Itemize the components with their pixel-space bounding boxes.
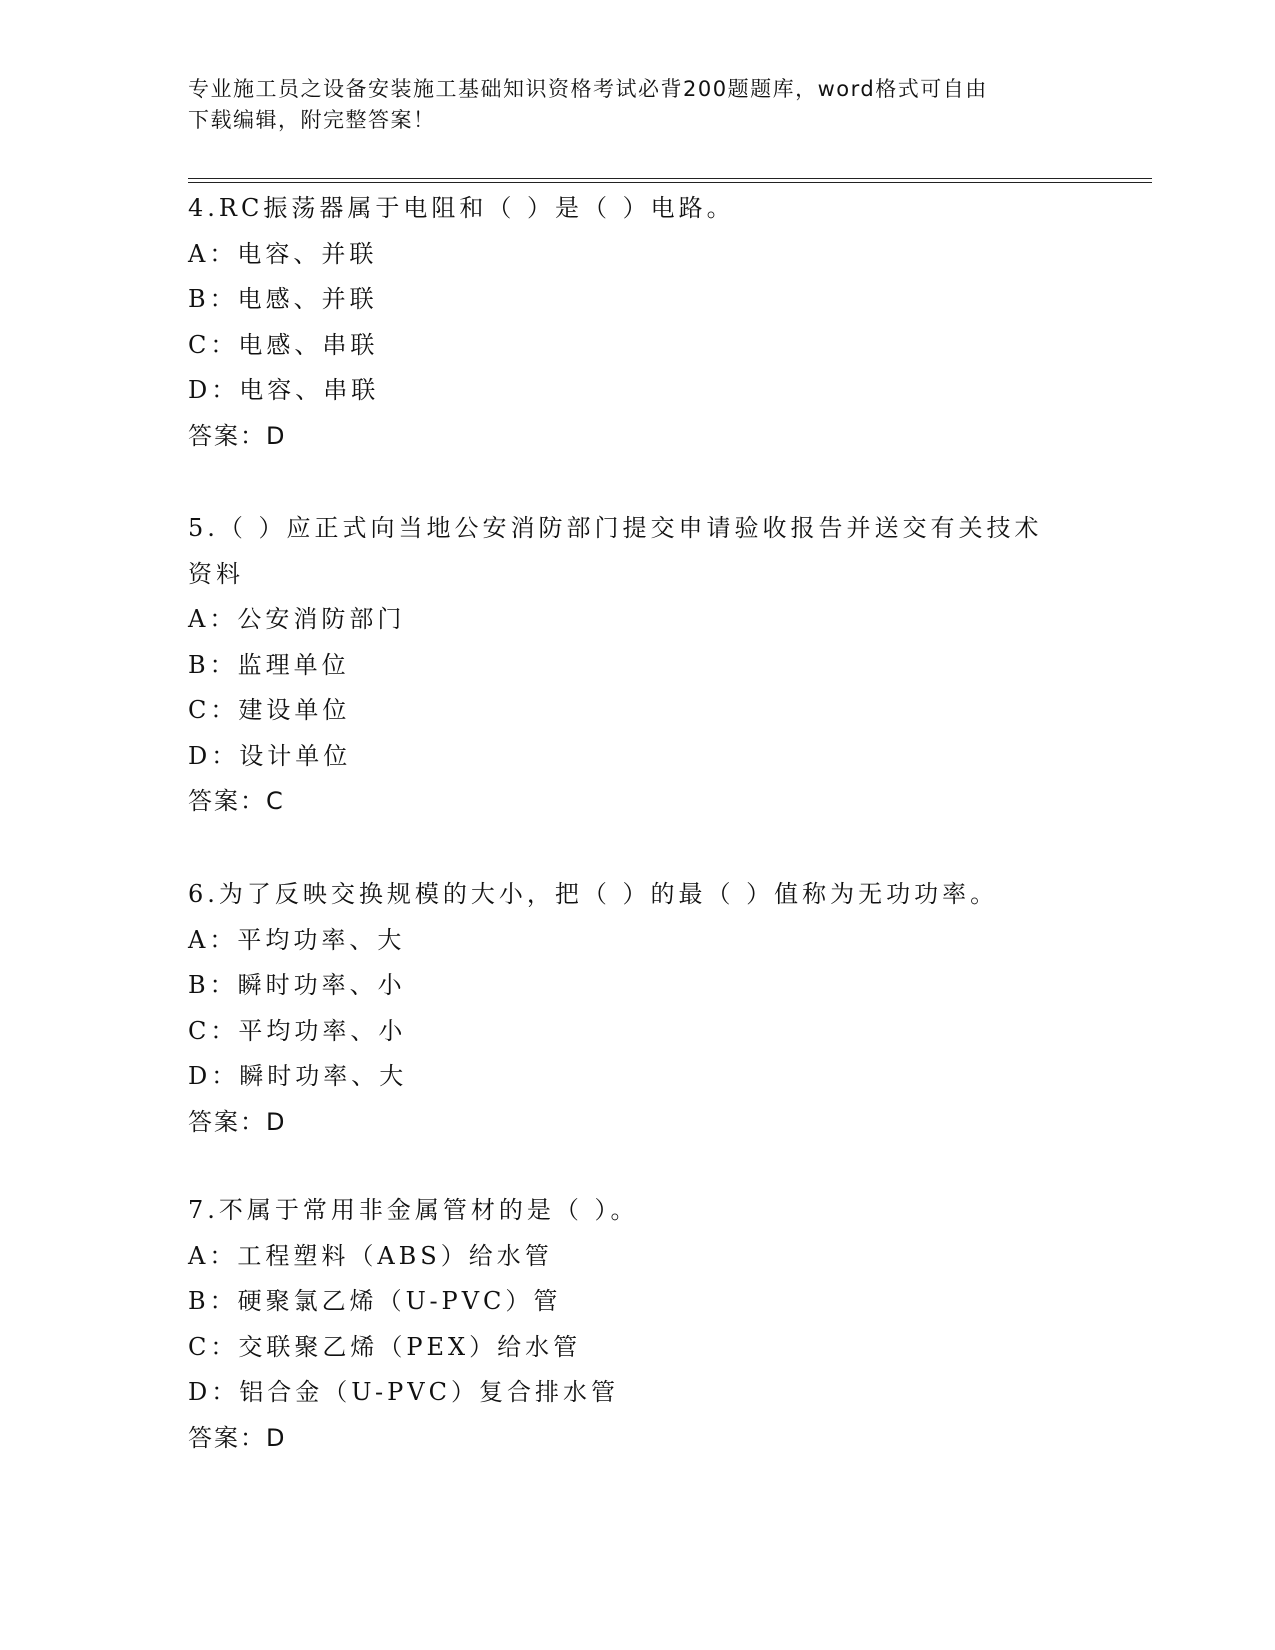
- answer: 答案：D: [188, 421, 287, 450]
- answer: 答案：D: [188, 1107, 287, 1136]
- option-a: A：工程塑料（ABS）给水管: [188, 1241, 553, 1270]
- header-line-1: 专业施工员之设备安装施工基础知识资格考试必背200题题库，word格式可自由: [188, 77, 988, 101]
- answer: 答案：D: [188, 1423, 287, 1452]
- question-stem-continued: 资料: [188, 559, 244, 588]
- document-header: [188, 74, 1068, 136]
- question-4: [188, 186, 1088, 459]
- option-c: C：平均功率、小: [188, 1016, 407, 1045]
- option-d: D：设计单位: [188, 741, 352, 770]
- header-line-2: 下载编辑，附完整答案！: [188, 108, 436, 132]
- option-c: C：交联聚乙烯（PEX）给水管: [188, 1332, 582, 1361]
- option-b: B：硬聚氯乙烯（U-PVC）管: [188, 1287, 562, 1315]
- option-c: C：建设单位: [188, 696, 351, 724]
- answer: 答案：C: [188, 787, 285, 815]
- option-d: D：瞬时功率、大: [188, 1062, 408, 1090]
- option-d: D：电容、串联: [188, 376, 380, 404]
- option-d: D：铝合金（U-PVC）复合排水管: [188, 1378, 619, 1406]
- header-divider-top: [188, 178, 1152, 179]
- option-b: B：瞬时功率、小: [188, 971, 406, 999]
- option-a: A：电容、并联: [188, 239, 378, 268]
- question-7: [188, 1188, 1088, 1461]
- question-5: [188, 506, 1088, 825]
- header-divider-bottom: [188, 182, 1152, 183]
- option-a: A：平均功率、大: [188, 925, 406, 954]
- option-c: C：电感、串联: [188, 330, 379, 359]
- question-stem: 7.不属于常用非金属管材的是（ ）。: [188, 1196, 639, 1224]
- question-stem: 5.（ ）应正式向当地公安消防部门提交申请验收报告并送交有关技术: [188, 514, 1043, 542]
- option-a: A：公安消防部门: [188, 605, 406, 633]
- option-b: B：监理单位: [188, 650, 350, 679]
- option-b: B：电感、并联: [188, 285, 378, 313]
- question-stem: 4.RC振荡器属于电阻和（ ）是（ ）电路。: [188, 194, 735, 222]
- question-6: [188, 872, 1088, 1145]
- question-stem: 6.为了反映交换规模的大小，把（ ）的最（ ）值称为无功功率。: [188, 880, 999, 908]
